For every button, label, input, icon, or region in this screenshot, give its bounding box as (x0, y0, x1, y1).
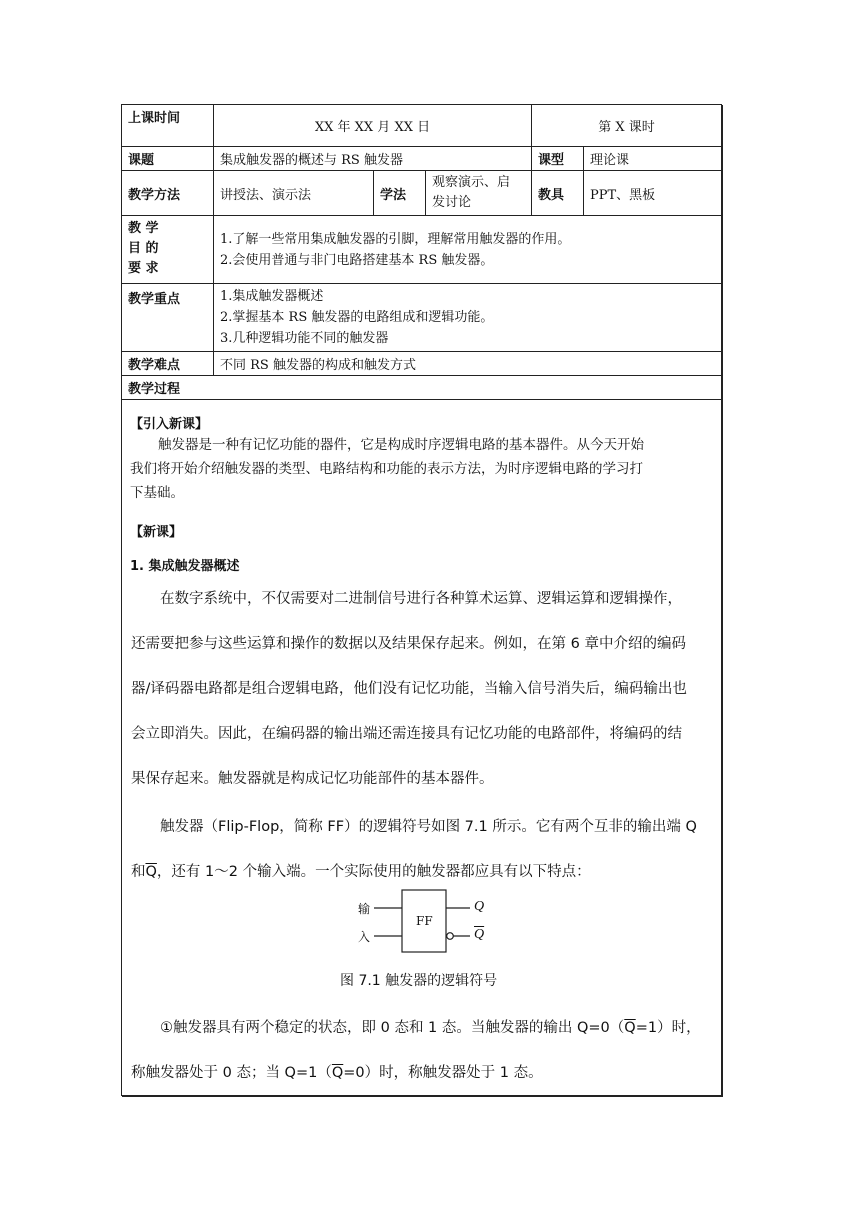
key-label: 教学重点 (122, 284, 214, 352)
header-table (121, 104, 722, 400)
fig-output-q: Q (474, 899, 485, 914)
p1-line5: 果保存起来。触发器就是构成记忆功能部件的基本器件。 (131, 771, 494, 787)
p2-line1: 触发器（Flip-Flop，简称 FF）的逻辑符号如图 7.1 所示。它有两个互非的输出端 Q (160, 819, 697, 835)
time-label: 上课时间 (122, 105, 214, 147)
topic-value: 集成触发器的概述与 RS 触发器 (214, 147, 532, 171)
type-label: 课型 (532, 147, 584, 171)
fig-input-label-1: 输 (358, 902, 371, 916)
p1-line3: 器/译码器电路都是组合逻辑电路，他们没有记忆功能，当输入信号消失后，编码输出也 (131, 681, 687, 697)
lesson-number: 第 X 课时 (532, 105, 722, 147)
intro-heading: 【引入新课】 (130, 417, 209, 432)
difficulty-value: 不同 RS 触发器的构成和触发方式 (214, 352, 722, 376)
key-list: 1.集成触发器概述 2.掌握基本 RS 触发器的电路组成和逻辑功能。 3.几种逻辑功能不同的触发器 (214, 284, 722, 352)
tool-label: 教具 (532, 171, 584, 216)
fig-box-label: FF (416, 914, 433, 928)
new-lesson-heading: 【新课】 (130, 525, 183, 540)
tool-value: PPT、黑板 (584, 171, 722, 216)
p1-line2: 还需要把参与这些运算和操作的数据以及结果保存起来。例如，在第 6 章中介绍的编码 (131, 636, 686, 652)
figure-caption: 图 7.1 触发器的逻辑符号 (340, 973, 498, 989)
method-value: 讲授法、演示法 (214, 171, 374, 216)
goal-list: 1.了解一些常用集成触发器的引脚，理解常用触发器的作用。 2.会使用普通与非门电路搭建基本 RS 触发器。 (214, 216, 722, 284)
goal-label: 教 学 目 的 要 求 (122, 216, 214, 284)
method-label: 教学方法 (122, 171, 214, 216)
inversion-bubble (447, 933, 454, 940)
p3-line1: ①触发器具有两个稳定的状态，即 0 态和 1 态。当触发器的输出 $Q=0(\overline{Q}=1)$时， (160, 1020, 701, 1036)
section-1-heading: 1. 集成触发器概述 (130, 559, 240, 574)
study-label: 学法 (374, 171, 426, 216)
topic-label: 课题 (122, 147, 214, 171)
p1-line1: 在数字系统中，不仅需要对二进制信号进行各种算术运算、逻辑运算和逻辑操作， (160, 591, 682, 607)
type-value: 理论课 (584, 147, 722, 171)
process-label: 教学过程 (122, 376, 722, 400)
time-value: XX 年 XX 月 XX 日 (214, 105, 532, 147)
fig-input-label-2: 入 (358, 930, 371, 944)
p2-line2: 和$\overline{Q}$，还有 1～2 个输入端。一个实际使用的触发器都应具有以下特点： (131, 864, 591, 880)
difficulty-label: 教学难点 (122, 352, 214, 376)
p3-line2: 称触发器处于 0 态；当 $Q=1(\overline{Q}=0)$时，称触发器处于 1 态。 (131, 1065, 543, 1081)
p1-line4: 会立即消失。因此，在编码器的输出端还需连接具有记忆功能的电路部件，将编码的结 (131, 726, 682, 742)
intro-paragraph: 触发器是一种有记忆功能的器件，它是构成时序逻辑电路的基本器件。从今天开始 我们将开始介绍触发器的类型、电路结构和功能的表示方法，为时序逻辑电路的学习打 下基础。 (130, 437, 644, 501)
study-value: 观察演示、启 发讨论 (426, 171, 532, 216)
fig-output-qbar: $\overline{Q}$ (474, 927, 485, 942)
